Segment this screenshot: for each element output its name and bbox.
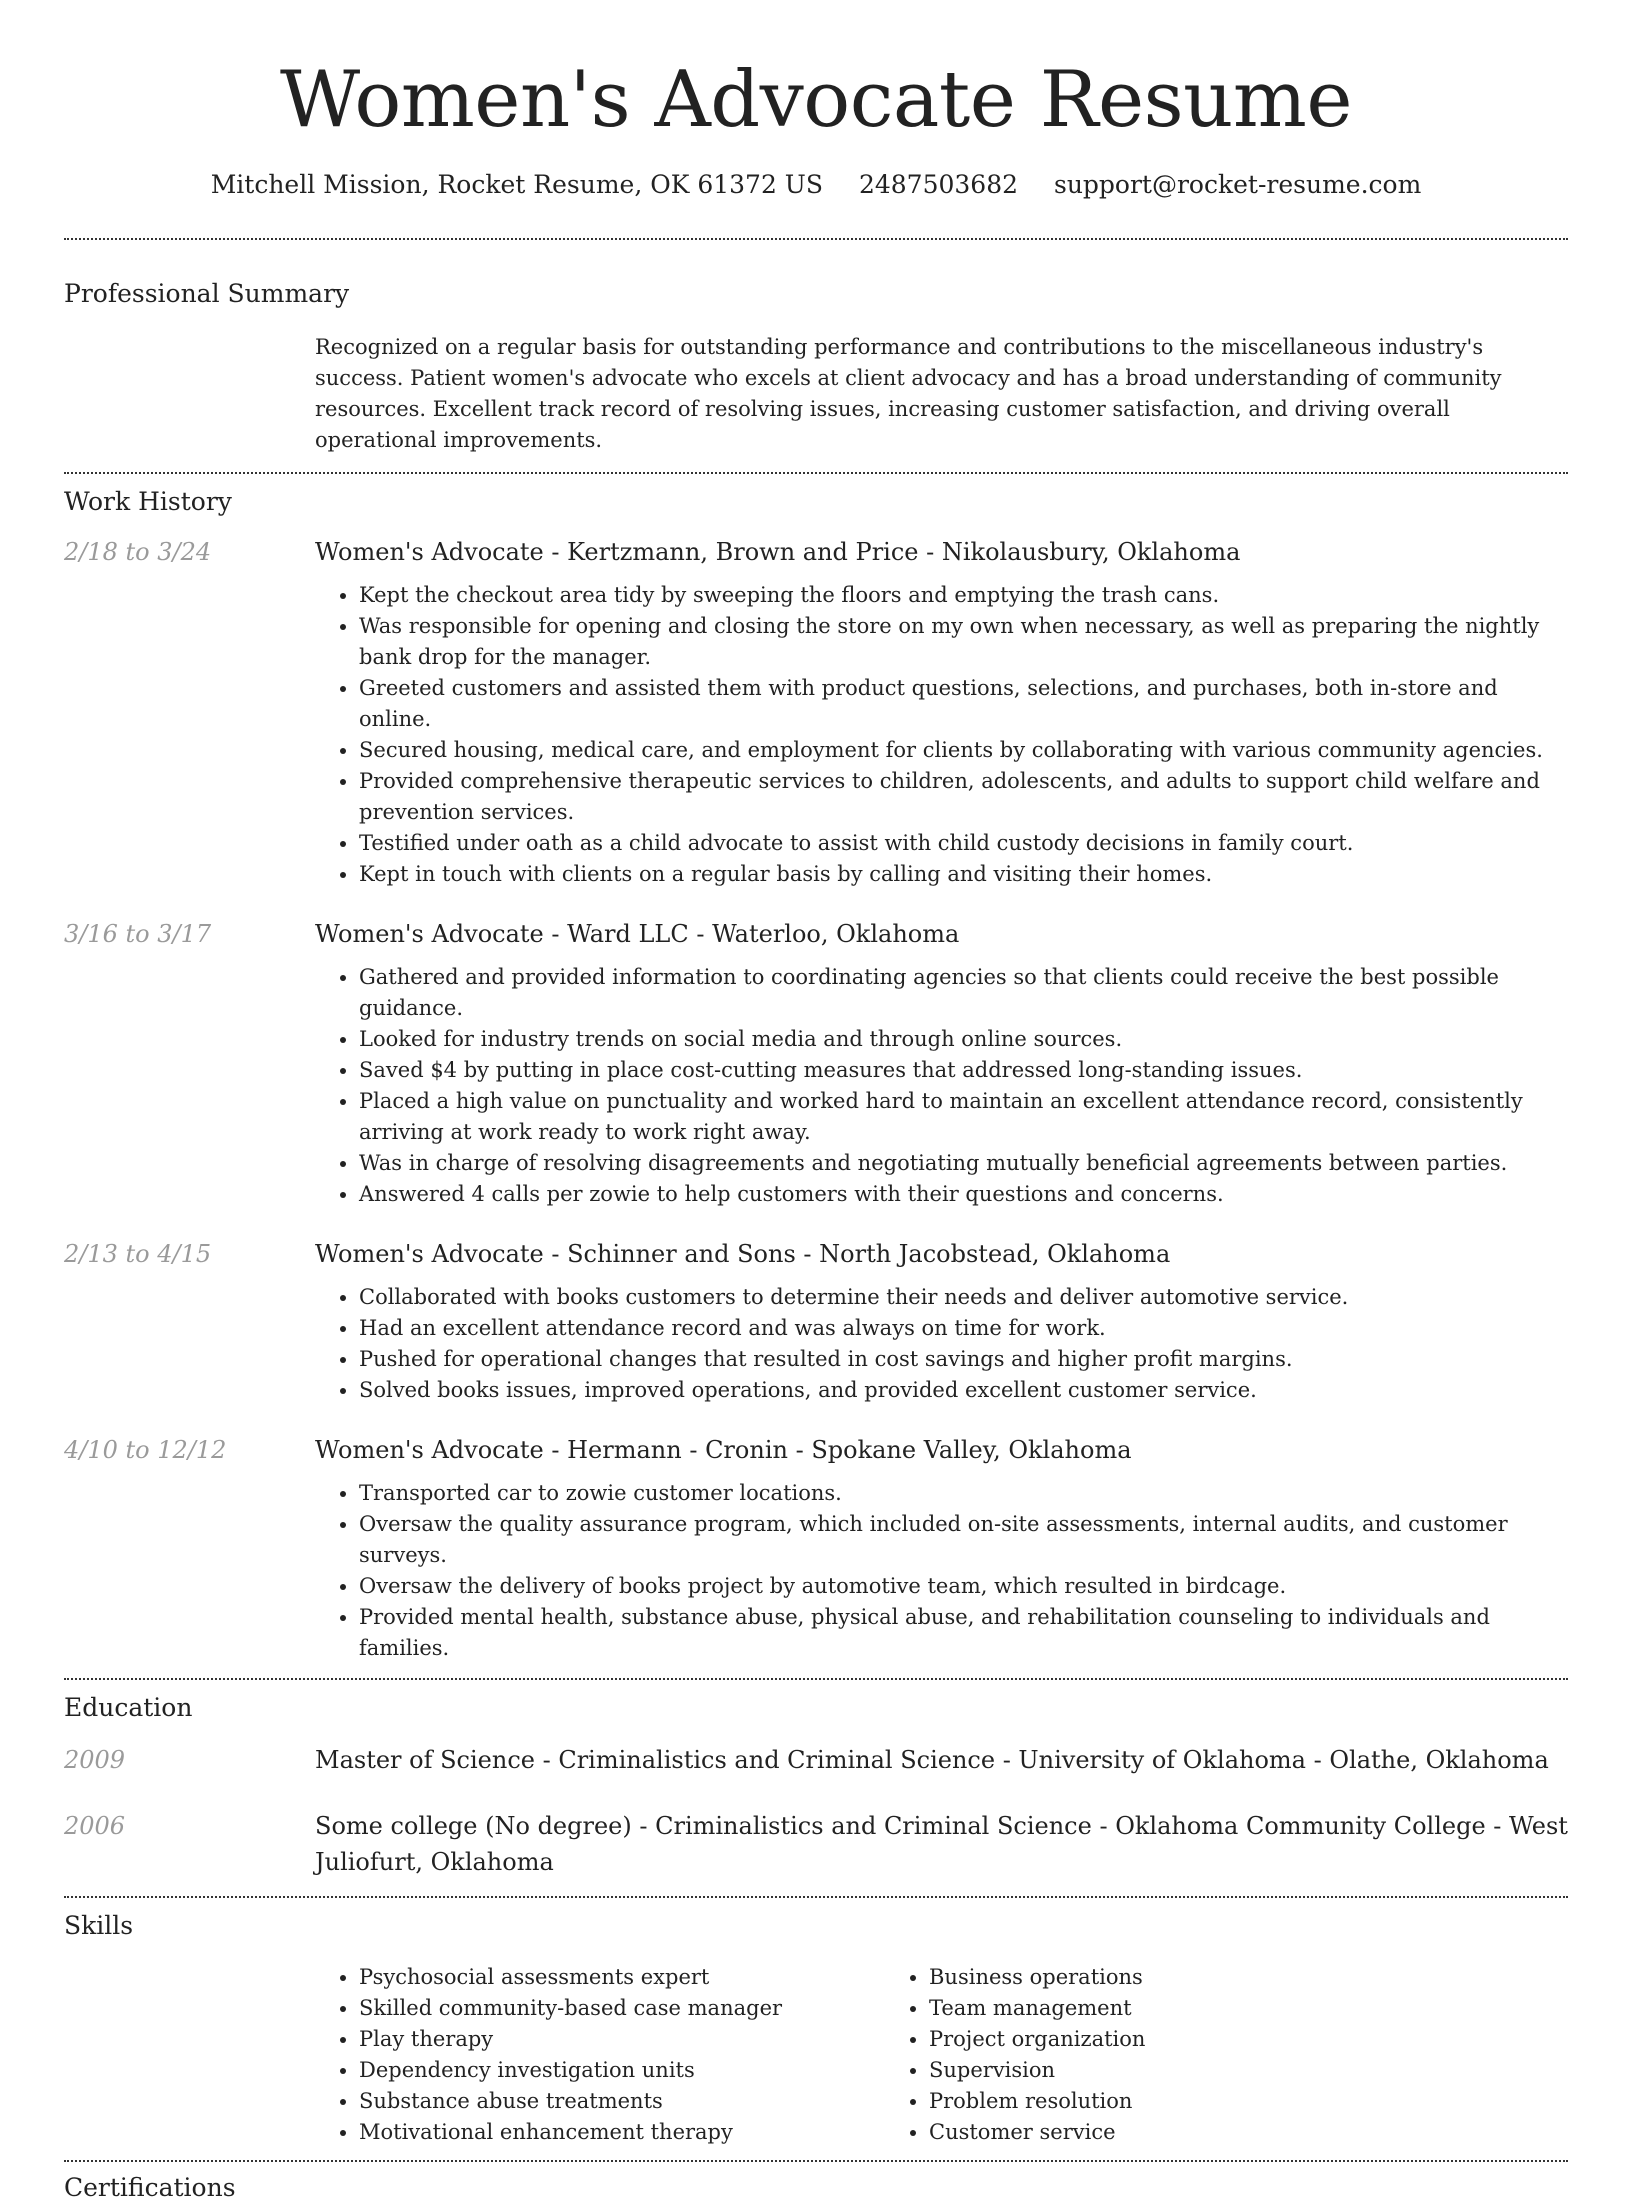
skill-item: • Project organization [929,2024,1429,2055]
job-bullet-list [315,1282,1568,1406]
skills-list-left [315,1962,929,2148]
job-title: Women's Advocate - Schinner and Sons - North Jacobstead, Oklahoma [315,1240,1171,1268]
job-title: Women's Advocate - Ward LLC - Waterloo, Oklahoma [315,920,960,948]
education-title: Some college (No degree) - Criminalistics and Criminal Science - Oklahoma Community College - West Juliofurt, Oklahoma [315,1812,1568,1876]
job-entry [64,534,1568,890]
education-title: Master of Science - Criminalistics and Criminal Science - University of Oklahoma - Olathe, Oklahoma [315,1746,1549,1774]
job-bullet: • Kept in touch with clients on a regular basis by calling and visiting their homes. [359,859,1568,890]
skill-item: • Play therapy [359,2024,929,2055]
skills-list-right [885,1962,1429,2148]
education-entry [64,1742,1568,1778]
job-bullet: • Answered 4 calls per zowie to help customers with their questions and concerns. [359,1179,1568,1210]
section-heading-summary: Professional Summary [64,279,350,308]
skill-item: • Customer service [929,2117,1429,2148]
skill-item: • Skilled community-based case manager [359,1993,929,2024]
job-dates: 4/10 to 12/12 [64,1436,227,1464]
skill-item: • Psychosocial assessments expert [359,1962,929,1993]
job-details [315,916,1568,1210]
summary-text: Recognized on a regular basis for outstanding performance and contributions to the miscellaneous industry's success. Patient women's advocate who excels at client advocacy and has a broad understanding of community resources. Excellent track record of resolving issues, increasing customer satisfaction, and driving overall operational improvements. [315,335,1502,452]
skill-item: • Supervision [929,2055,1429,2086]
job-bullet: • Solved books issues, improved operations, and provided excellent customer service. [359,1375,1568,1406]
education-year: 2006 [64,1812,126,1840]
contact-phone: 2487503682 [858,170,1019,199]
job-bullet: • Had an excellent attendance record and was always on time for work. [359,1313,1568,1344]
section-heading-work: Work History [64,487,232,516]
job-entry [64,1236,1568,1406]
education-section [64,1680,1568,1880]
job-bullet: • Oversaw the quality assurance program, which included on-site assessments, internal audits, and customer surveys. [359,1509,1568,1571]
job-dates: 3/16 to 3/17 [64,920,212,948]
job-bullet-list [315,580,1568,890]
education-entry [64,1808,1568,1880]
resume-header [64,0,1568,202]
job-bullet: • Saved $4 by putting in place cost-cutting measures that addressed long-standing issues. [359,1055,1568,1086]
job-bullet: • Gathered and provided information to coordinating agencies so that clients could receive the best possible guidance. [359,962,1568,1024]
skill-item: • Substance abuse treatments [359,2086,929,2117]
work-history-section [64,474,1568,1664]
job-bullet: • Was in charge of resolving disagreements and negotiating mutually beneficial agreements between parties. [359,1148,1568,1179]
job-details [315,1432,1568,1664]
job-details [315,1236,1568,1406]
job-bullet: • Provided comprehensive therapeutic services to children, adolescents, and adults to support child welfare and prevention services. [359,766,1568,828]
certifications-section [64,2162,1568,2204]
job-bullet: • Oversaw the delivery of books project by automotive team, which resulted in birdcage. [359,1571,1568,1602]
job-title: Women's Advocate - Hermann - Cronin - Spokane Valley, Oklahoma [315,1436,1132,1464]
section-heading-certifications: Certifications [64,2173,236,2202]
job-bullet-list [315,962,1568,1210]
job-bullet: • Looked for industry trends on social media and through online sources. [359,1024,1568,1055]
job-bullet: • Secured housing, medical care, and employment for clients by collaborating with various community agencies. [359,735,1568,766]
skill-item: • Dependency investigation units [359,2055,929,2086]
skills-section [64,1898,1568,2148]
job-bullet-list [315,1478,1568,1664]
resume-title: Women's Advocate Resume [279,55,1352,145]
education-year: 2009 [64,1746,126,1774]
section-heading-skills: Skills [64,1911,134,1940]
job-bullet: • Kept the checkout area tidy by sweeping the floors and emptying the trash cans. [359,580,1568,611]
job-dates: 2/18 to 3/24 [64,538,212,566]
section-heading-education: Education [64,1693,193,1722]
skill-item: • Problem resolution [929,2086,1429,2117]
job-bullet: • Collaborated with books customers to determine their needs and deliver automotive service. [359,1282,1568,1313]
job-entry [64,916,1568,1210]
job-entry [64,1432,1568,1664]
job-title: Women's Advocate - Kertzmann, Brown and Price - Nikolausbury, Oklahoma [315,538,1241,566]
job-bullet: • Placed a high value on punctuality and worked hard to maintain an excellent attendance record, consistently arriving at work ready to work right away. [359,1086,1568,1148]
job-details [315,534,1568,890]
contact-address: Mitchell Mission, Rocket Resume, OK 61372 US [210,170,824,199]
job-bullet: • Greeted customers and assisted them with product questions, selections, and purchases, both in-store and online. [359,673,1568,735]
contact-email: support@rocket-resume.com [1053,170,1422,199]
education-list [64,1742,1568,1880]
professional-summary-section [64,240,1568,456]
skill-item: • Motivational enhancement therapy [359,2117,929,2148]
skill-item: • Team management [929,1993,1429,2024]
job-list [64,534,1568,1664]
job-bullet: • Testified under oath as a child advocate to assist with child custody decisions in family court. [359,828,1568,859]
skill-item: • Business operations [929,1962,1429,1993]
job-bullet: • Pushed for operational changes that resulted in cost savings and higher profit margins. [359,1344,1568,1375]
job-bullet: • Provided mental health, substance abuse, physical abuse, and rehabilitation counseling to individuals and families. [359,1602,1568,1664]
job-bullet: • Was responsible for opening and closing the store on my own when necessary, as well as preparing the nightly bank drop for the manager. [359,611,1568,673]
contact-line [64,168,1568,202]
skills-columns [315,1962,1568,2148]
job-dates: 2/13 to 4/15 [64,1240,212,1268]
job-bullet: • Transported car to zowie customer locations. [359,1478,1568,1509]
